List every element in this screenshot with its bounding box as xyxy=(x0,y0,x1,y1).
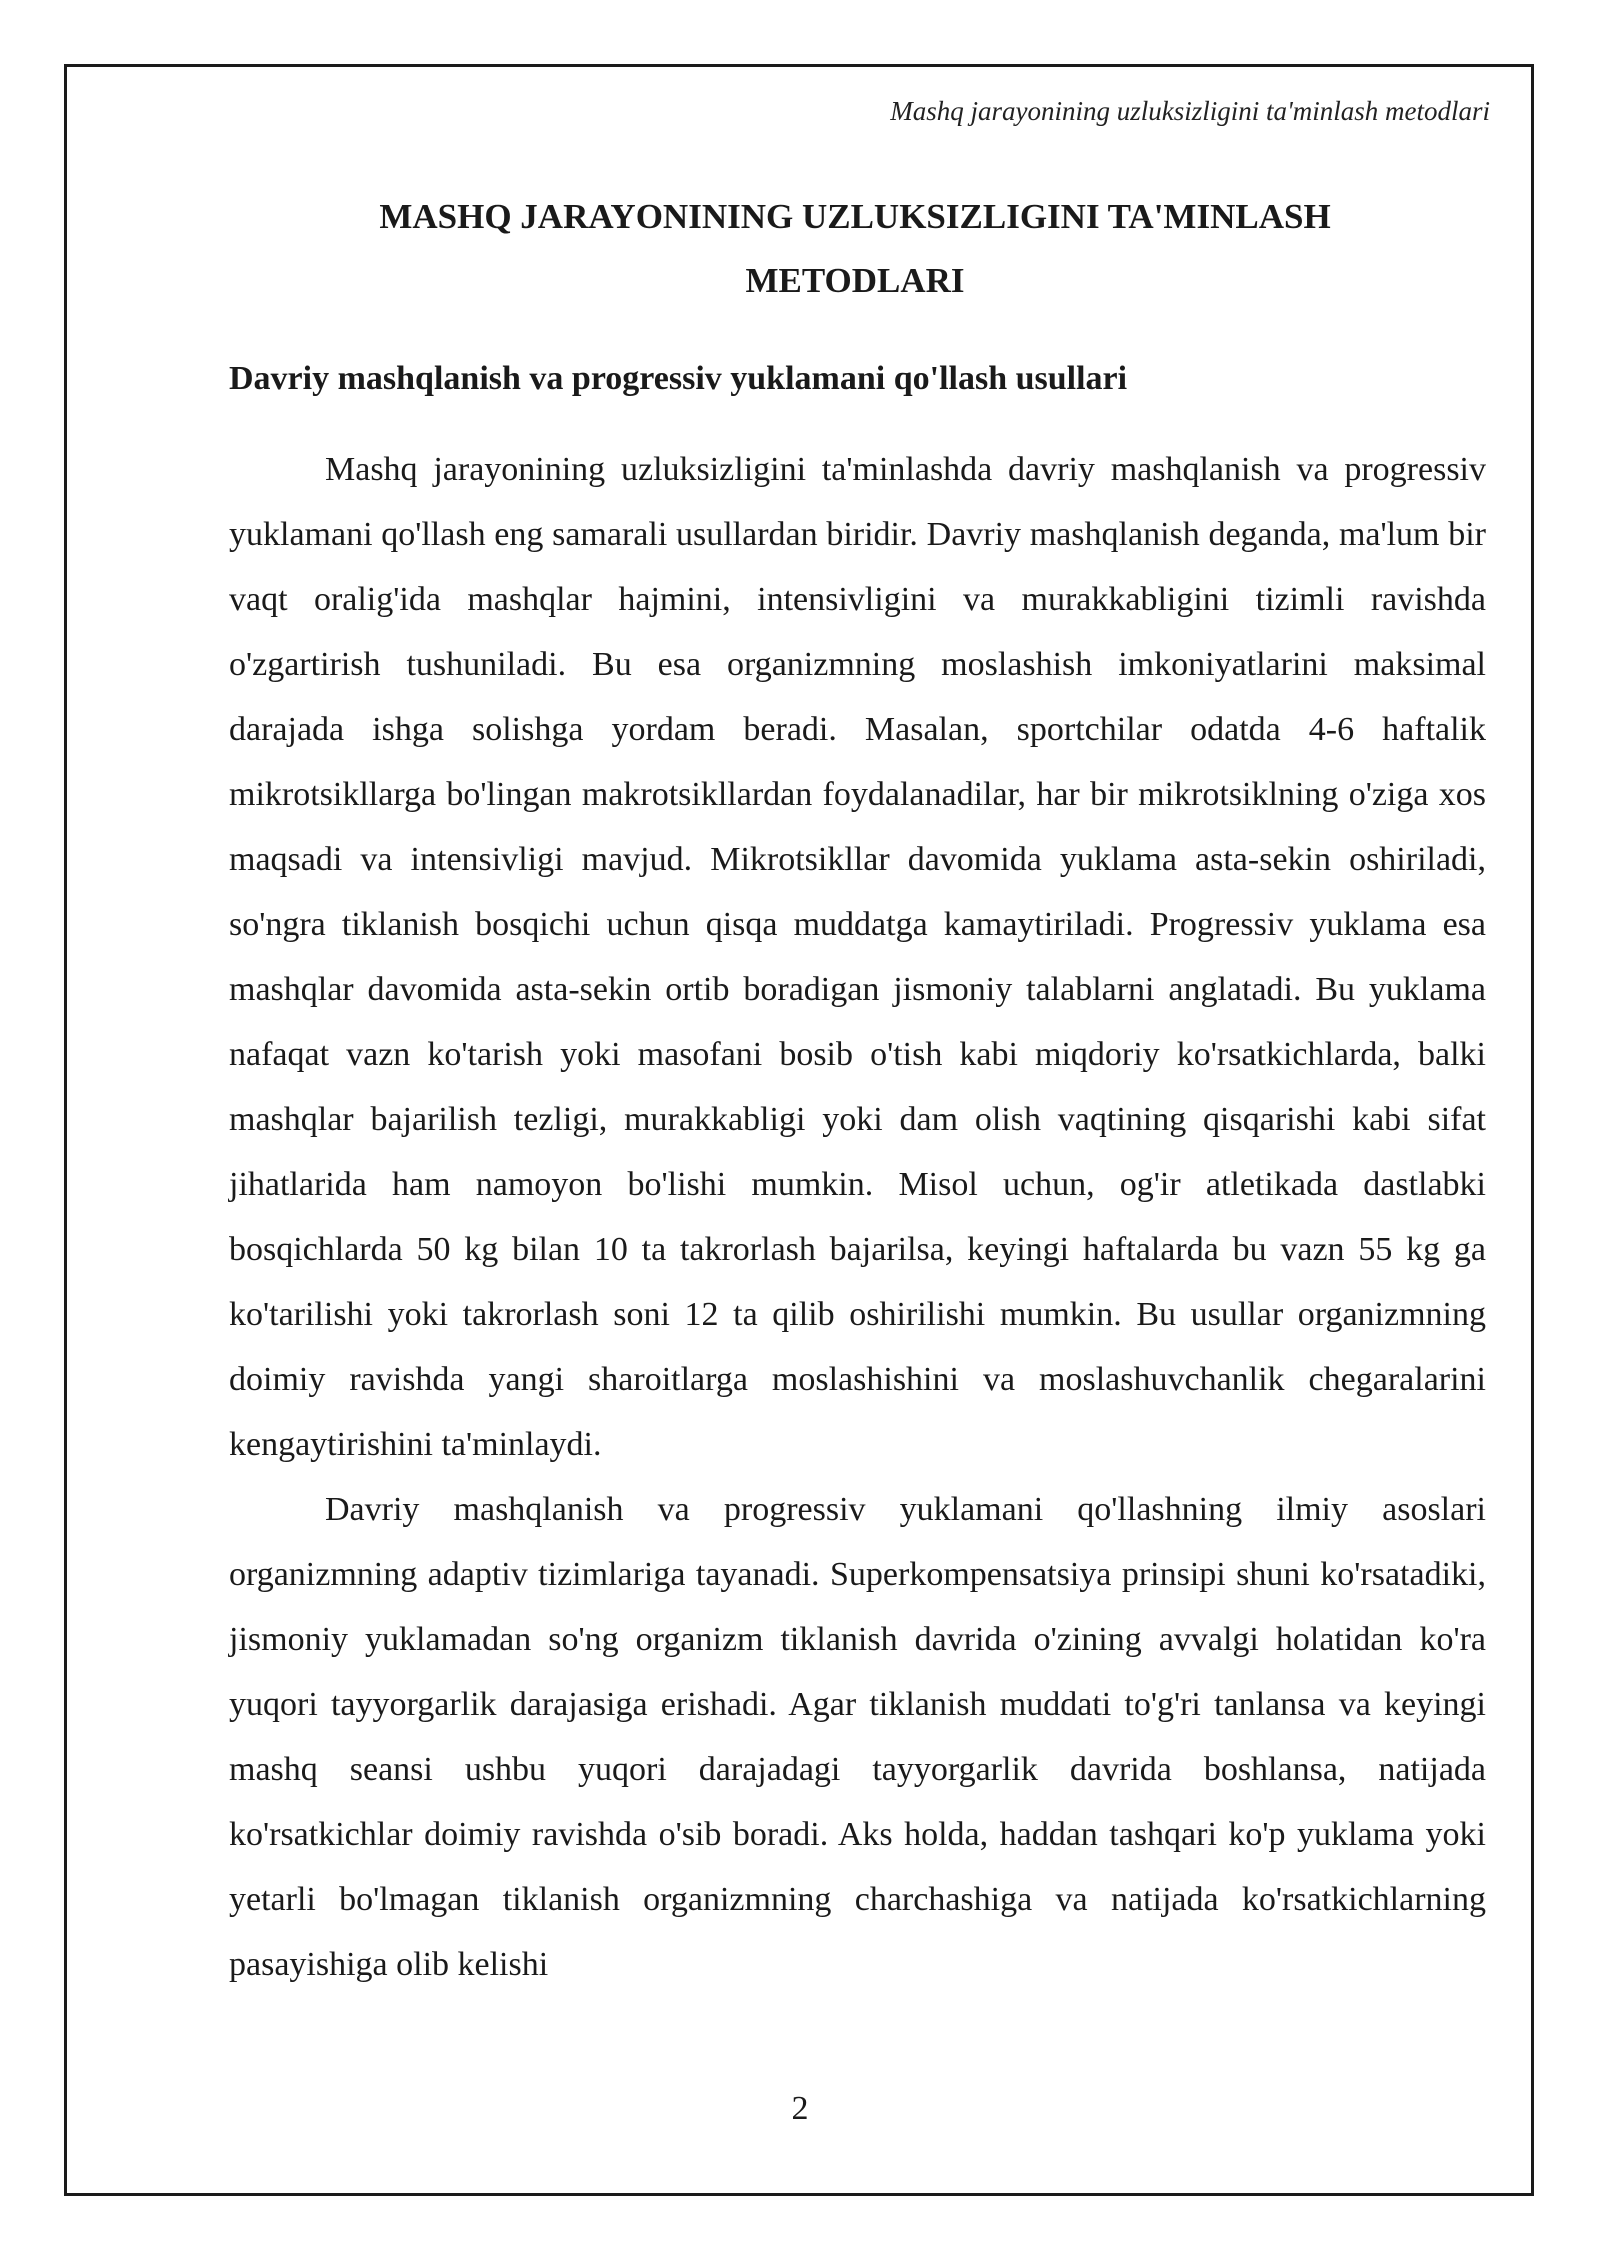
section-heading: Davriy mashqlanish va progressiv yuklamani qo'llash usullari xyxy=(229,360,1128,397)
document-title-line-1: MASHQ JARAYONINING UZLUKSIZLIGINI TA'MINLASH xyxy=(379,197,1331,236)
document-title xyxy=(230,185,1480,313)
running-header: Mashq jarayonining uzluksizligini ta'minlash metodlari xyxy=(890,96,1490,126)
paragraph-2: Davriy mashqlanish va progressiv yuklamani qo'llashning ilmiy asoslari organizmning adaptiv tizimlariga tayanadi. Superkompensatsiya prinsipi shuni ko'rsatadiki, jismoniy yuklamadan so'ng organizm tiklanish davrida o'zining avvalgi holatidan ko'ra yuqori tayyorgarlik darajasiga erishadi. Agar tiklanish muddati to'g'ri tanlansa va keyingi mashq seansi ushbu yuqori darajadagi tayyorgarlik davrida boshlansa, natijada ko'rsatkichlar doimiy ravishda o'sib boradi. Aks holda, haddan tashqari ko'p yuklama yoki yetarli bo'lmagan tiklanish organizmning charchashiga va natijada ko'rsatkichlarning pasayishiga olib kelishi xyxy=(229,1491,1486,1983)
document-title-line-2: METODLARI xyxy=(745,261,965,300)
page-number: 2 xyxy=(791,2090,809,2127)
body-text xyxy=(229,437,1486,1997)
paragraph-1: Mashq jarayonining uzluksizligini ta'minlashda davriy mashqlanish va progressiv yuklamani qo'llash eng samarali usullardan biridir. Davriy mashqlanish deganda, ma'lum bir vaqt oralig'ida mashqlar hajmini, intensivligini va murakkabligini tizimli ravishda o'zgartirish tushuniladi. Bu esa organizmning moslashish imkoniyatlarini maksimal darajada ishga solishga yordam beradi. Masalan, sportchilar odatda 4-6 haftalik mikrotsikllarga bo'lingan makrotsikllardan foydalanadilar, har bir mikrotsiklning o'ziga xos maqsadi va intensivligi mavjud. Mikrotsikllar davomida yuklama asta-sekin oshiriladi, so'ngra tiklanish bosqichi uchun qisqa muddatga kamaytiriladi. Progressiv yuklama esa mashqlar davomida asta-sekin ortib boradigan jismoniy talablarni anglatadi. Bu yuklama nafaqat vazn ko'tarish yoki masofani bosib o'tish kabi miqdoriy ko'rsatkichlarda, balki mashqlar bajarilish tezligi, murakkabligi yoki dam olish vaqtining qisqarishi kabi sifat jihatlarida ham namoyon bo'lishi mumkin. Misol uchun, og'ir atletikada dastlabki bosqichlarda 50 kg bilan 10 ta takrorlash bajarilsa, keyingi haftalarda bu vazn 55 kg ga ko'tarilishi yoki takrorlash soni 12 ta qilib oshirilishi mumkin. Bu usullar organizmning doimiy ravishda yangi sharoitlarga moslashishini va moslashuvchanlik chegaralarini kengaytirishini ta'minlaydi. xyxy=(229,451,1486,1463)
